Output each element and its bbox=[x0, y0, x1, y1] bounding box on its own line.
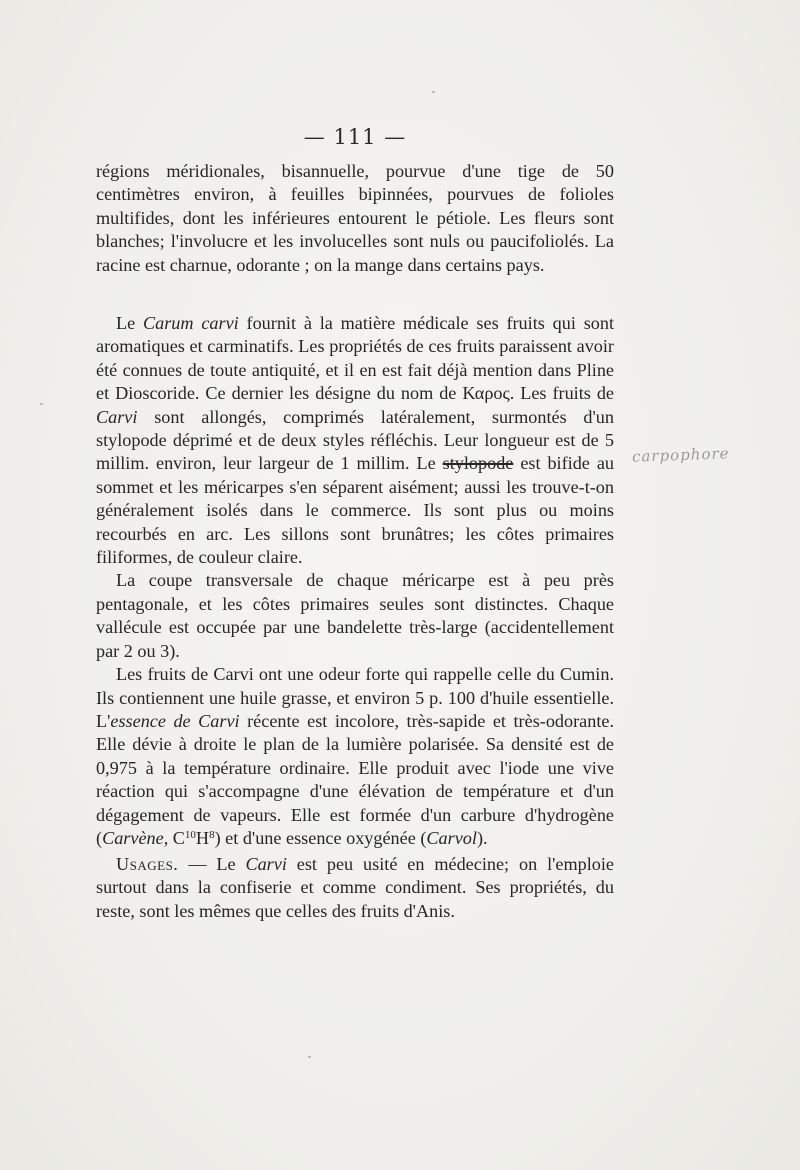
struck-word: stylopode bbox=[442, 453, 514, 474]
text-block-main bbox=[96, 312, 614, 850]
text-block-top bbox=[96, 160, 614, 277]
greek-word: Καρος bbox=[462, 383, 510, 404]
section-label: Usages. bbox=[116, 854, 179, 874]
paragraph-essence: Les fruits de Carvi ont une odeur forte qui rappelle celle du Cumin. Ils contiennent une huile grasse, et environ 5 p. 100 d'huile essentielle. L'essence de Carvi récente est incolore, très-sapide et très-odorante. Elle dévie à droite le plan de la lumière polarisée. Sa densité est de 0,975 à la température ordinaire. Elle produit avec l'iode une vive réaction qui s'accompagne d'une élévation de température et d'un dégagement de vapeurs. Elle est formée d'un carbure d'hydrogène (Carvène, $C^{10}H^8$) et d'une essence oxygénée (Carvol). bbox=[96, 664, 615, 848]
text-block-usages bbox=[96, 853, 614, 923]
paragraph-continuation: régions méridionales, bisannuelle, pourvue d'une tige de 50 centimètres environ, à feuilles bipinnées, pourvues de folioles multifides, dont les inférieures entourent le pétiole. Les fleurs sont blanches; l'involucre et les involucelles sont nuls ou paucifoliolés. La racine est charnue, odorante ; on la mange dans certains pays. bbox=[96, 161, 614, 275]
page-number: — 111 — bbox=[303, 125, 407, 149]
paper-speck bbox=[40, 403, 43, 405]
paragraph-carum-carvi: Le Carum carvi fournit à la matière médicale ses fruits qui sont aromatiques et carminatifs. Les propriétés de ces fruits paraissent avoir été connues de toute antiquité, et il en est fait déjà mention dans Pline et Dioscoride. Ce dernier les désigne du nom de Καρος. Les fruits de Carvi sont allongés, comprimés latéralement, surmontés d'un stylopode déprimé et de deux styles réfléchis. Leur longueur est de 5 millim. environ, leur largeur de 1 millim. Le stylopode est bifide au sommet et les méricarpes s'en séparent aisément; aussi les trouve-t-on généralement isolés dans le commerce. Ils sont plus ou moins recourbés en arc. Les sillons sont brunâtres; les côtes primaires filiformes, de couleur claire. bbox=[96, 313, 615, 568]
handwritten-margin-note: carpophore bbox=[631, 444, 730, 466]
paper-speck bbox=[308, 1056, 311, 1058]
paper-speck bbox=[432, 91, 435, 93]
paragraph-usages: Usages. — Le Carvi est peu usité en médecine; on l'emploie surtout dans la confiserie et comme condiment. Ses propriétés, du reste, sont les mêmes que celles des fruits d'Anis. bbox=[96, 854, 614, 921]
paragraph-coupe: La coupe transversale de chaque méricarpe est à peu près pentagonale, et les côtes primaires seules sont distinctes. Chaque vallécule est occupée par une bandelette très-large (accidentellement par 2 ou 3). bbox=[96, 570, 614, 661]
species-name: Carum carvi bbox=[143, 313, 239, 333]
